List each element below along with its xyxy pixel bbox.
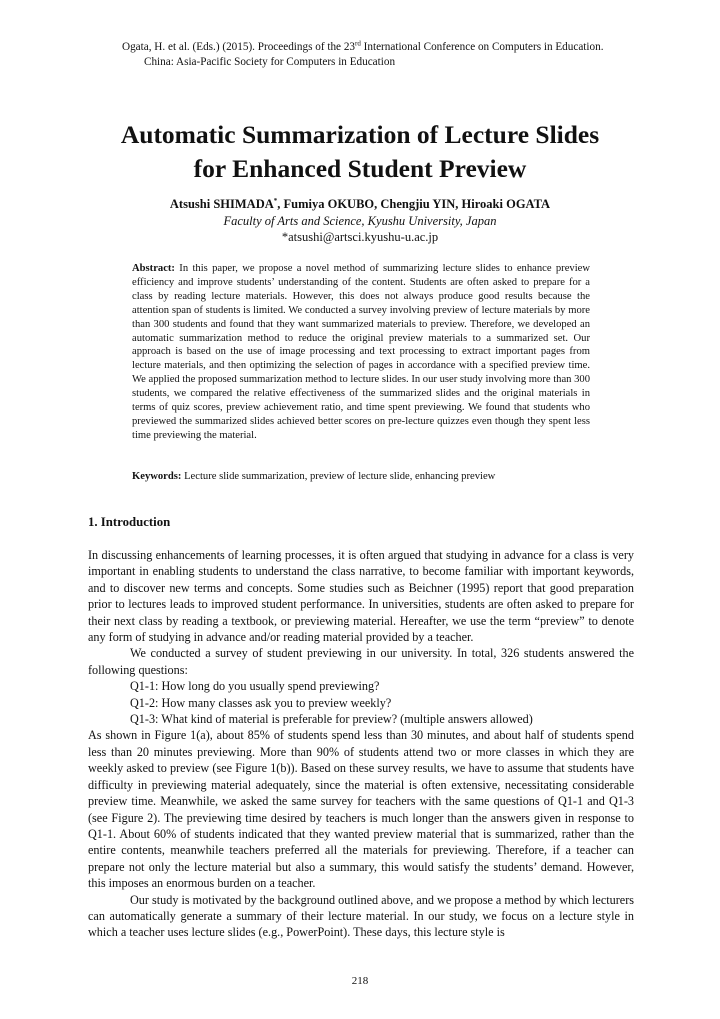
header-line-1: Ogata, H. et al. (Eds.) (2015). Proceedings of the 23rd International Conference on Computers in Education.: [122, 39, 604, 53]
keywords: [132, 470, 590, 484]
paragraph-4: Our study is motivated by the background outlined above, and we propose a method by which lecturers can automatically generate a summary of their lecture material. In our study, we focus on a lecture style in which a teacher uses lecture slides (e.g., PowerPoint). These days, this lecture style is: [88, 892, 634, 940]
paper-title: [60, 118, 660, 186]
author-email: *atsushi@artsci.kyushu-u.ac.jp: [281, 230, 439, 244]
question-3: Q1-3: What kind of material is preferable for preview? (multiple answers allowed): [130, 712, 533, 727]
header-line-2: China: Asia-Pacific Society for Computers in Education: [144, 56, 396, 68]
question-2: Q1-2: How many classes ask you to preview weekly?: [130, 695, 392, 710]
author-block: [60, 196, 660, 246]
abstract: [132, 262, 590, 443]
paragraph-1: In discussing enhancements of learning processes, it is often argued that studying in advance for a class is very important in enabling students to understand the class narrative, to become familiar with important keywords, and to discover new terms and concepts. Some studies such as Beichner (1995) report that good preparation prior to lectures leads to improved student performance. In universities, students are often asked to prepare for their next class by reading a textbook, or previewing material. Hereafter, we use the term “preview” to denote any form of studying in advance and/or reading material provided by a teacher.: [88, 548, 634, 645]
author-affiliation: Faculty of Arts and Science, Kyushu University, Japan: [223, 213, 497, 228]
paragraph-2: We conducted a survey of student previewing in our university. In total, 326 students answered the following questions:: [88, 646, 634, 677]
abstract-label: Abstract:: [132, 263, 175, 274]
section-heading: 1. Introduction: [88, 515, 171, 529]
question-1: Q1-1: How long do you usually spend previewing?: [130, 679, 380, 694]
keywords-label: Keywords:: [132, 471, 182, 482]
keywords-text: Lecture slide summarization, preview of lecture slide, enhancing preview: [181, 471, 496, 482]
title-line-2: for Enhanced Student Preview: [193, 154, 527, 183]
abstract-text: In this paper, we propose a novel method of summarizing lecture slides to enhance preview efficiency and improve students’ understanding of the content. Students are often asked to prepare for a class by reading lecture materials. However, this does not always produce good results because the attention span of students is limited. We conducted a survey involving preview of lecture materials by more than 300 students and found that they want summarized materials to preview. Therefore, we developed an automatic summarization method to reduce the original preview materials to a summarized set. Our approach is based on the use of image processing and text processing to extract important pages from lecture materials, and then optimizing the selection of pages in accordance with a specified preview time. We applied the proposed summarization method to lecture slides. In our user study involving more than 300 students, we compared the relative effectiveness of the summarized slides and the original materials in terms of quiz scores, preview achievement ratio, and time spent previewing. We found that students who previewed the summarized slides achieved better scores on pre-lecture quizzes even though they spent less time previewing the material.: [132, 263, 590, 441]
proceedings-header: [122, 40, 682, 70]
page-number: 218: [351, 975, 369, 987]
paragraph-3: As shown in Figure 1(a), about 85% of students spend less than 30 minutes, and about half of students spend less than 20 minutes previewing. More than 90% of students attend two or more classes in which they are weekly asked to preview (see Figure 1(b)). Based on these survey results, we have to assume that students have difficulty in previewing material adequately, since the material is often extensive, necessitating considerable preview time. Meanwhile, we asked the same survey for teachers with the same questions of Q1-1 and Q1-3 (see Figure 2). The previewing time desired by teachers is much longer than the answers given in response to Q1-1. About 60% of students indicated that they wanted preview material that is summarized, rather than the entire contents, meanwhile teachers preferred all the materials for previewing. Therefore, if a teacher can prepare not only the lecture material but also a summary, this would satisfy the students’ demand. However, this imposes an enormous burden on a teacher.: [88, 728, 634, 891]
title-line-1: Automatic Summarization of Lecture Slides: [120, 120, 600, 149]
section-body: [88, 547, 634, 941]
author-names: Atsushi SHIMADA*, Fumiya OKUBO, Chengjiu YIN, Hiroaki OGATA: [169, 196, 551, 211]
